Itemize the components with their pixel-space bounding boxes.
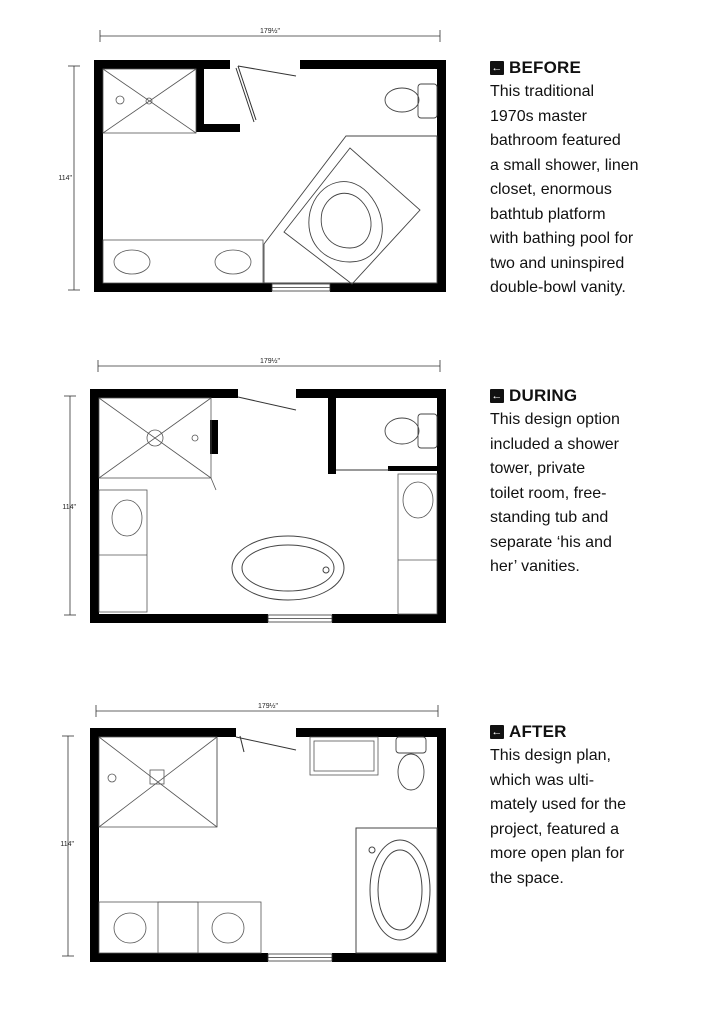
description-line: bathtub platform	[490, 205, 606, 223]
window	[268, 615, 332, 622]
width-dimension-label: 179½"	[257, 703, 279, 710]
toilet	[385, 84, 437, 118]
shower	[99, 737, 217, 827]
description-line: more open plan for	[490, 845, 625, 862]
description-line: bathroom featured	[490, 132, 621, 149]
description-line: mately used for the	[490, 796, 627, 813]
description-line: a small shower, linen	[490, 156, 639, 174]
description-line: This design option	[490, 411, 620, 428]
caption-heading	[490, 386, 700, 406]
width-dimension-label: 179½"	[259, 28, 281, 35]
description-line: tower, private	[490, 460, 586, 477]
caption-description	[490, 744, 700, 891]
description-line: separate ‘his and	[490, 533, 612, 551]
door	[238, 397, 390, 470]
bathtub-platform	[264, 136, 437, 284]
description-line: two and uninspired	[490, 254, 625, 272]
toilet	[385, 414, 437, 448]
caption-before	[490, 58, 700, 301]
caption-heading	[490, 58, 700, 78]
description-line: This design plan,	[490, 747, 611, 764]
caption-after	[490, 722, 700, 891]
description-line: her’ vanities.	[490, 558, 580, 575]
door	[236, 66, 296, 122]
description-line: 1970s master	[490, 107, 587, 125]
description-line: standing tub and	[490, 509, 609, 526]
vanity-her	[398, 474, 437, 614]
description-line: which was ulti-	[490, 771, 595, 789]
floor-plan-during	[62, 357, 446, 623]
vanity-his	[99, 490, 147, 612]
caption-during	[490, 386, 700, 580]
description-line: closet, enormous	[490, 181, 612, 198]
floor-plan-after	[60, 702, 446, 962]
caption-label: AFTER	[509, 722, 567, 741]
shower	[103, 69, 196, 133]
caption-label: DURING	[509, 386, 578, 405]
description-line: included a shower	[490, 435, 619, 453]
vanity	[103, 240, 263, 283]
description-line: the space.	[490, 869, 564, 887]
walls	[94, 60, 446, 292]
description-line: project, featured a	[490, 820, 619, 838]
window	[268, 954, 332, 961]
description-line: This traditional	[490, 83, 595, 100]
caption-label: BEFORE	[509, 58, 582, 77]
window	[272, 284, 330, 291]
description-line: double-bowl vanity.	[490, 279, 626, 296]
freestanding-tub	[232, 536, 344, 600]
floor-plan-before	[58, 27, 446, 292]
linen-cabinet	[310, 737, 378, 775]
height-dimension-label: 114"	[58, 175, 72, 182]
caption-description	[490, 408, 700, 580]
door	[236, 736, 296, 752]
arrow-left-box-icon: ←	[491, 62, 503, 74]
arrow-left-box-icon: ←	[491, 726, 503, 738]
description-line: toilet room, free-	[490, 484, 607, 502]
arrow-left-box-icon: ←	[491, 390, 503, 402]
shower	[99, 398, 216, 490]
toilet	[396, 737, 426, 790]
width-dimension-label: 179½"	[259, 358, 281, 365]
walls	[90, 389, 446, 623]
height-dimension-label: 114"	[60, 841, 74, 848]
vanity	[99, 902, 261, 953]
walls	[90, 728, 446, 962]
bathtub	[356, 828, 437, 953]
height-dimension-label: 114"	[62, 504, 76, 511]
caption-heading	[490, 722, 700, 742]
description-line: with bathing pool for	[490, 230, 634, 247]
caption-description	[490, 80, 700, 301]
